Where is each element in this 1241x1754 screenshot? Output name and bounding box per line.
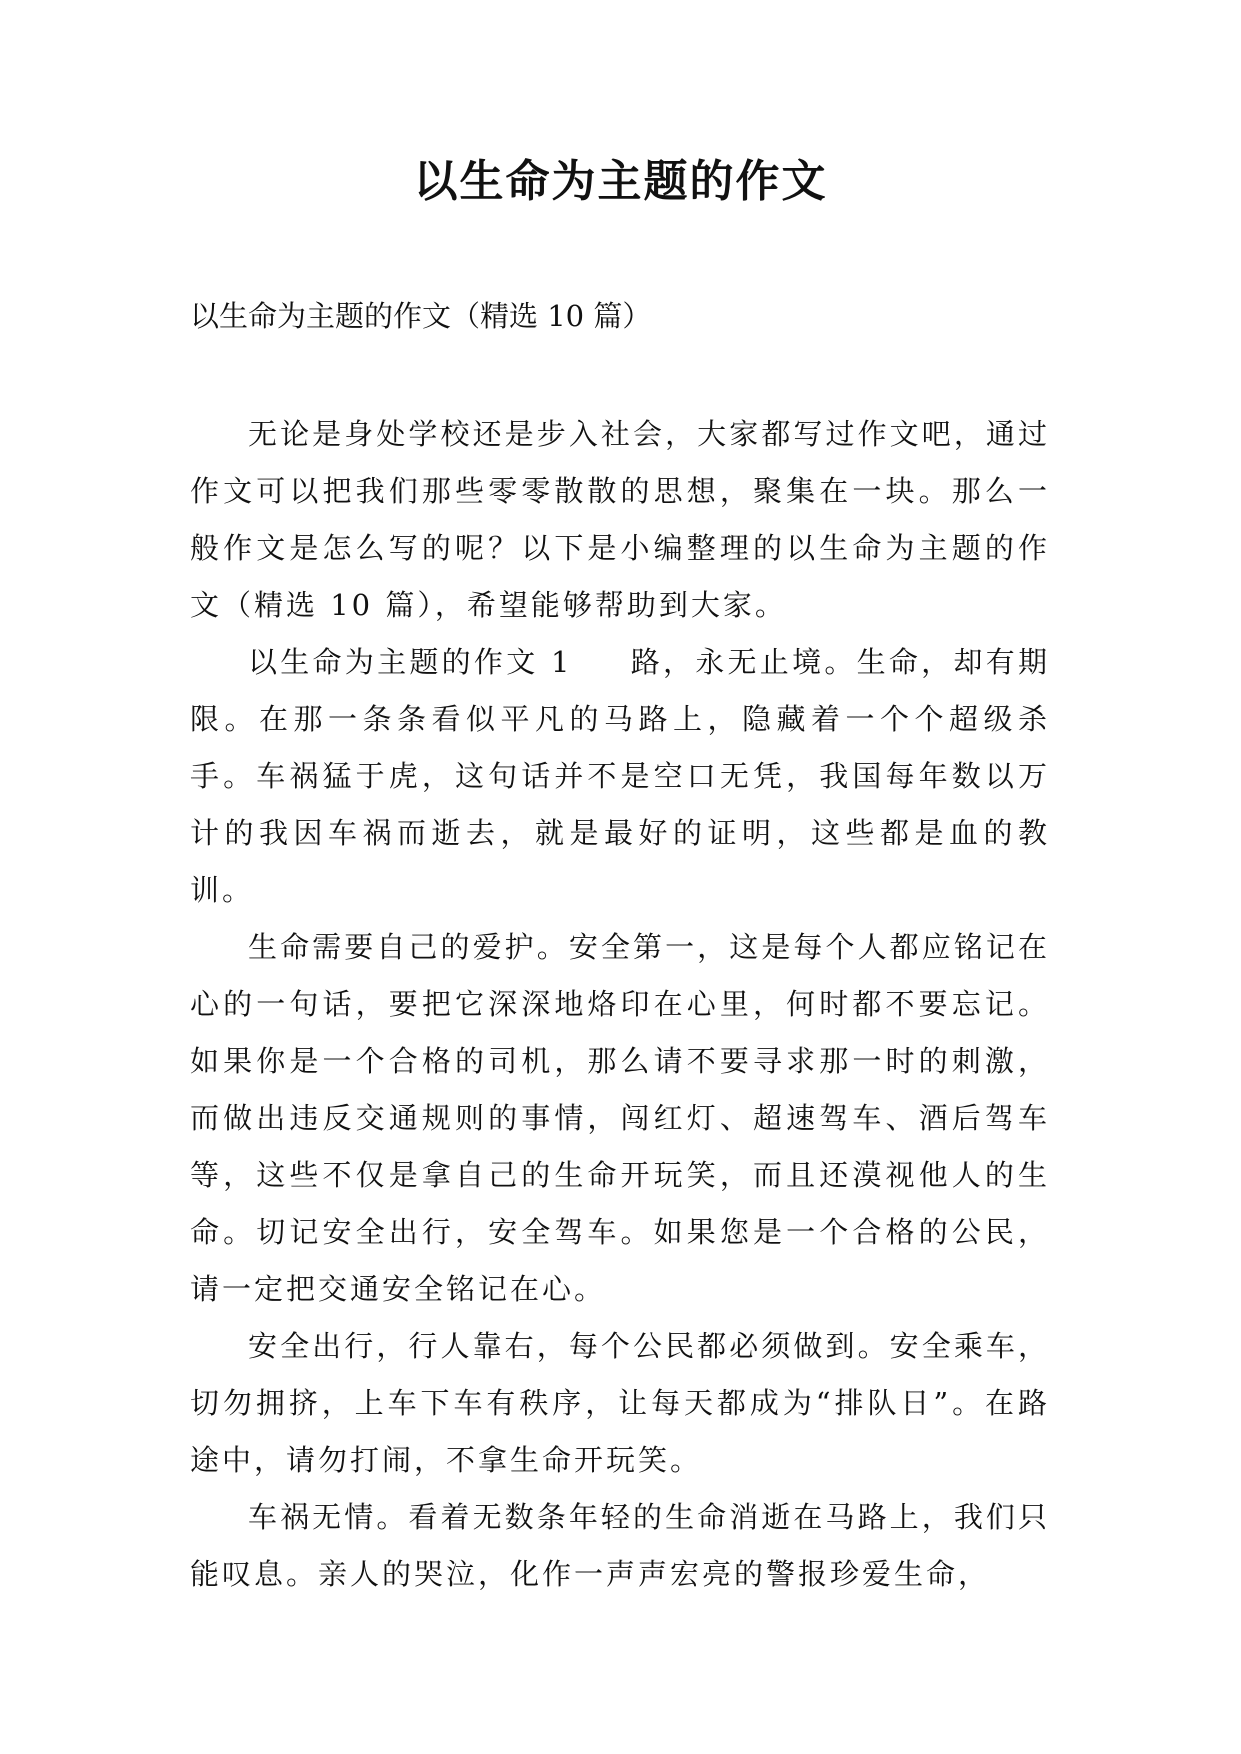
essay-1-heading: 以生命为主题的作文 1 — [248, 645, 573, 679]
document-title: 以生命为主题的作文 — [413, 156, 828, 207]
essay-1-opening-text: 路，永无止境。生命，却有期限。在那一条条看似平凡的马路上，隐藏着一个个超级杀手。车祸猛于虎，这句话并不是空口无凭，我国每年数以万计的我因车祸而逝去，就是最好的证明，这些都是血的教训。 — [190, 645, 1050, 907]
document-body — [190, 406, 1050, 1603]
document-subtitle: 以生命为主题的作文（精选 10 篇） — [190, 299, 652, 333]
body-paragraph: 生命需要自己的爱护。安全第一，这是每个人都应铭记在心的一句话，要把它深深地烙印在心里，何时都不要忘记。如果你是一个合格的司机，那么请不要寻求那一时的刺激，而做出违反交通规则的事情，闯红灯、超速驾车、酒后驾车等，这些不仅是拿自己的生命开玩笑，而且还漠视他人的生命。切记安全出行，安全驾车。如果您是一个合格的公民，请一定把交通安全铭记在心。 — [190, 930, 1050, 1306]
body-paragraph: 车祸无情。看着无数条年轻的生命消逝在马路上，我们只能叹息。亲人的哭泣，化作一声声宏亮的警报珍爱生命， — [190, 1500, 1050, 1591]
essay-1-paragraph — [190, 634, 1050, 919]
intro-paragraph: 无论是身处学校还是步入社会，大家都写过作文吧，通过作文可以把我们那些零零散散的思想，聚集在一块。那么一般作文是怎么写的呢？以下是小编整理的以生命为主题的作文（精选 10 篇），希望能够帮助到大家。 — [190, 417, 1050, 622]
body-paragraph: 安全出行，行人靠右，每个公民都必须做到。安全乘车，切勿拥挤，上车下车有秩序，让每天都成为“排队日”。在路途中，请勿打闹，不拿生命开玩笑。 — [190, 1329, 1050, 1477]
